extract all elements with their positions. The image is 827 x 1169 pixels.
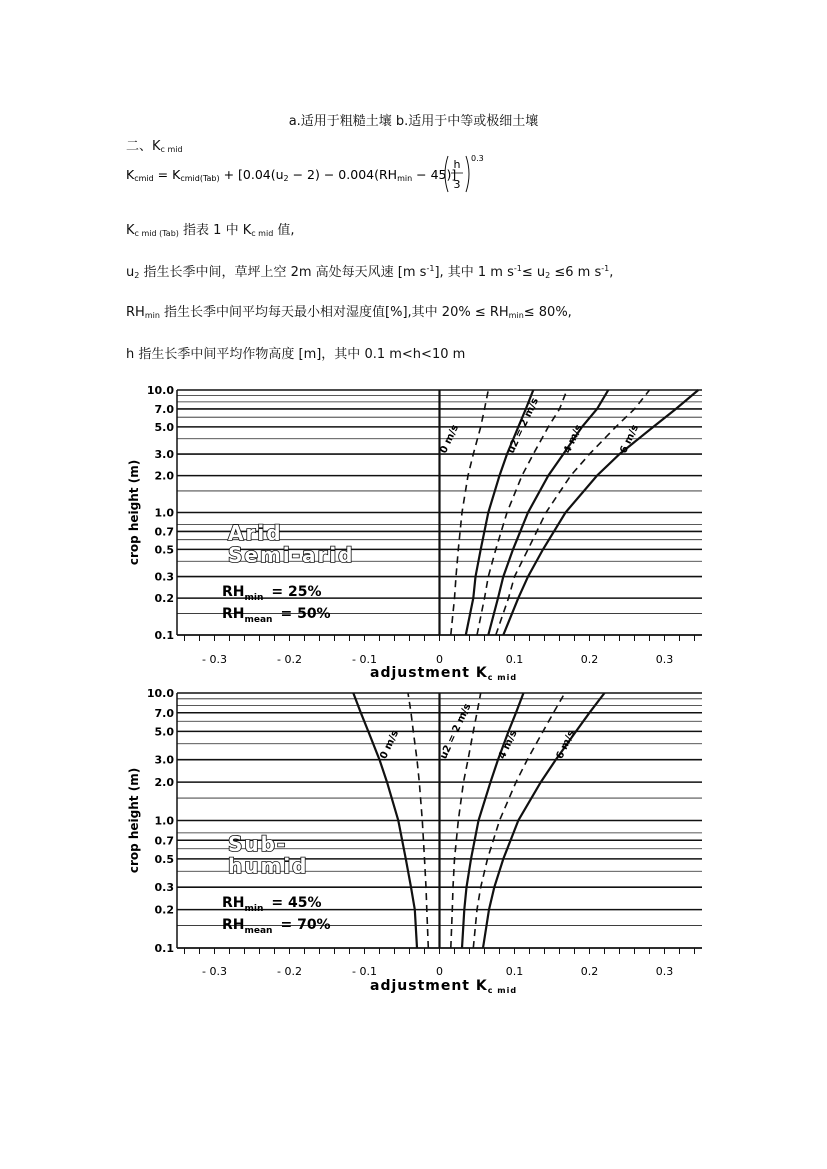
x-tick-label: - 0.1 — [352, 965, 377, 978]
svg-text:Kcmid = Kcmid(Tab) + [0.04(u2 — [126, 167, 456, 183]
formula-eq-sub: cmid(Tab) — [180, 174, 220, 183]
region-label: humid — [228, 854, 309, 878]
y-tick-label: 10.0 — [146, 384, 174, 397]
x-tick-label: 0.2 — [580, 653, 599, 666]
heading-prefix: 二、K — [126, 139, 161, 154]
rh-sub: min — [244, 904, 264, 914]
formula-mid: − 2) − 0.004(RH — [288, 167, 398, 182]
def-u2: $u_2$ 指生长季中间，草坪上空 2m 高处每天风速 [m $s^{-1}$], 其中 1 m $s^{-1}\le u_2 \le 6$ m $s^{-1}$, — [126, 264, 614, 280]
x-tick-label: 0.3 — [655, 653, 674, 666]
soil-caption: a.适用于粗糙土壤 b.适用于中等或极细土壤 — [288, 114, 539, 129]
y-tick-label: 0.3 — [154, 881, 174, 895]
x-tick-label: 0.3 — [655, 965, 674, 978]
y-axis-label: crop height (m) — [127, 459, 141, 566]
formula-frac-den: 3 — [453, 178, 461, 191]
x-tick-label: - 0.3 — [202, 653, 227, 666]
rh-min-label: $RH_{min} = 25\%$ — [222, 584, 322, 603]
x-tick-label: 0 — [436, 653, 443, 666]
y-tick-label: 7.0 — [154, 402, 174, 416]
y-tick-label: 0.2 — [154, 592, 174, 606]
rh-sub: mean — [244, 926, 273, 936]
rh-sub: min — [244, 593, 264, 603]
y-tick-label: 5.0 — [154, 420, 174, 434]
rh-mean-label: $RH_{mean} = 50\%$ — [222, 606, 331, 625]
y-tick-label: 0.1 — [154, 942, 174, 955]
chart-arid — [125, 380, 710, 680]
y-tick-label: 0.7 — [154, 834, 174, 848]
series-annotation: u2 = 2 m/s — [505, 396, 542, 456]
rh-value: = 25% — [271, 584, 322, 600]
x-tick-label: 0.1 — [505, 653, 524, 666]
formula-rh-sub: min — [397, 174, 413, 183]
y-tick-label: 2.0 — [154, 469, 174, 483]
y-tick-label: 0.5 — [154, 543, 174, 557]
series-annotation: u2 = 2 m/s — [438, 702, 474, 761]
y-tick-label: 7.0 — [154, 706, 174, 720]
rh-value: = 50% — [280, 606, 331, 622]
y-tick-label: 3.0 — [154, 448, 174, 462]
formula-body: + [0.04(u — [219, 167, 284, 182]
heading-sub: c mid — [160, 145, 183, 154]
def-rh: $RH_{min}$ 指生长季中间平均每天最小相对湿度值[%],其中 $20\% \le RH_{min}\le 80\%$, — [126, 305, 572, 320]
series-annotation: 4 m/s — [496, 728, 520, 761]
y-tick-label: 0.7 — [154, 525, 174, 539]
region-label: Semi-arid — [228, 543, 355, 567]
rh-sub: mean — [244, 615, 273, 625]
x-tick-label: - 0.1 — [352, 653, 377, 666]
y-tick-label: 0.1 — [154, 629, 174, 642]
formula-paren-right — [466, 156, 469, 192]
chart-subhumid — [125, 683, 710, 993]
formula-frac-num: h — [453, 158, 461, 171]
region-label: Arid — [228, 521, 283, 545]
x-tick-label: 0.2 — [580, 965, 599, 978]
y-tick-label: 3.0 — [154, 753, 174, 767]
formula-exp: 0.3 — [471, 154, 484, 163]
y-tick-label: 2.0 — [154, 776, 174, 790]
rh-value: = 70% — [280, 917, 331, 933]
x-tick-label: 0.1 — [505, 965, 524, 978]
series-annotation: 0 m/s — [378, 728, 402, 761]
formula-end: − 45)] — [412, 167, 457, 182]
x-axis-label-sub: c mid — [487, 673, 518, 680]
x-axis-label: adjustment $K_{c mid}$ — [370, 665, 518, 680]
series-annotation: 6 m/s — [618, 423, 642, 456]
x-tick-label: - 0.2 — [277, 653, 302, 666]
x-tick-label: - 0.3 — [202, 965, 227, 978]
def-kc: $K_{c mid (Tab)}$ 指表 1 中 $K_{c mid}$ 值, — [126, 223, 295, 238]
y-tick-label: 0.2 — [154, 903, 174, 917]
rh-min-label: $RH_{min} = 45\%$ — [222, 895, 322, 914]
y-tick-label: 1.0 — [154, 506, 174, 520]
formula-lhs: K — [126, 167, 135, 182]
y-tick-label: 0.5 — [154, 852, 174, 866]
series-annotation: 0 m/s — [438, 423, 462, 456]
series-annotation: 6 m/s — [554, 728, 578, 761]
y-tick-label: 0.3 — [154, 570, 174, 584]
x-axis-label-sub: c mid — [487, 986, 518, 993]
formula-u-sub: 2 — [283, 174, 289, 183]
y-tick-label: 10.0 — [146, 687, 174, 700]
rh-mean-label: $RH_{mean} = 70\%$ — [222, 917, 331, 936]
x-tick-label: - 0.2 — [277, 965, 302, 978]
y-axis-label: crop height (m) — [127, 767, 141, 874]
y-tick-label: 1.0 — [154, 814, 174, 828]
series-annotation: 4 m/s — [561, 423, 585, 456]
formula — [126, 148, 506, 200]
x-tick-label: 0 — [436, 965, 443, 978]
region-label: Sub- — [228, 832, 288, 856]
formula-lhs-sub: cmid — [134, 174, 154, 183]
y-tick-label: 5.0 — [154, 725, 174, 739]
formula-eq: = K — [153, 167, 181, 182]
def-h: h 指生长季中间平均作物高度 [m]，其中 0.1 m<h<10 m — [126, 347, 466, 362]
x-axis-label: adjustment $K_{c mid}$ — [370, 978, 518, 993]
rh-value: = 45% — [271, 895, 322, 911]
